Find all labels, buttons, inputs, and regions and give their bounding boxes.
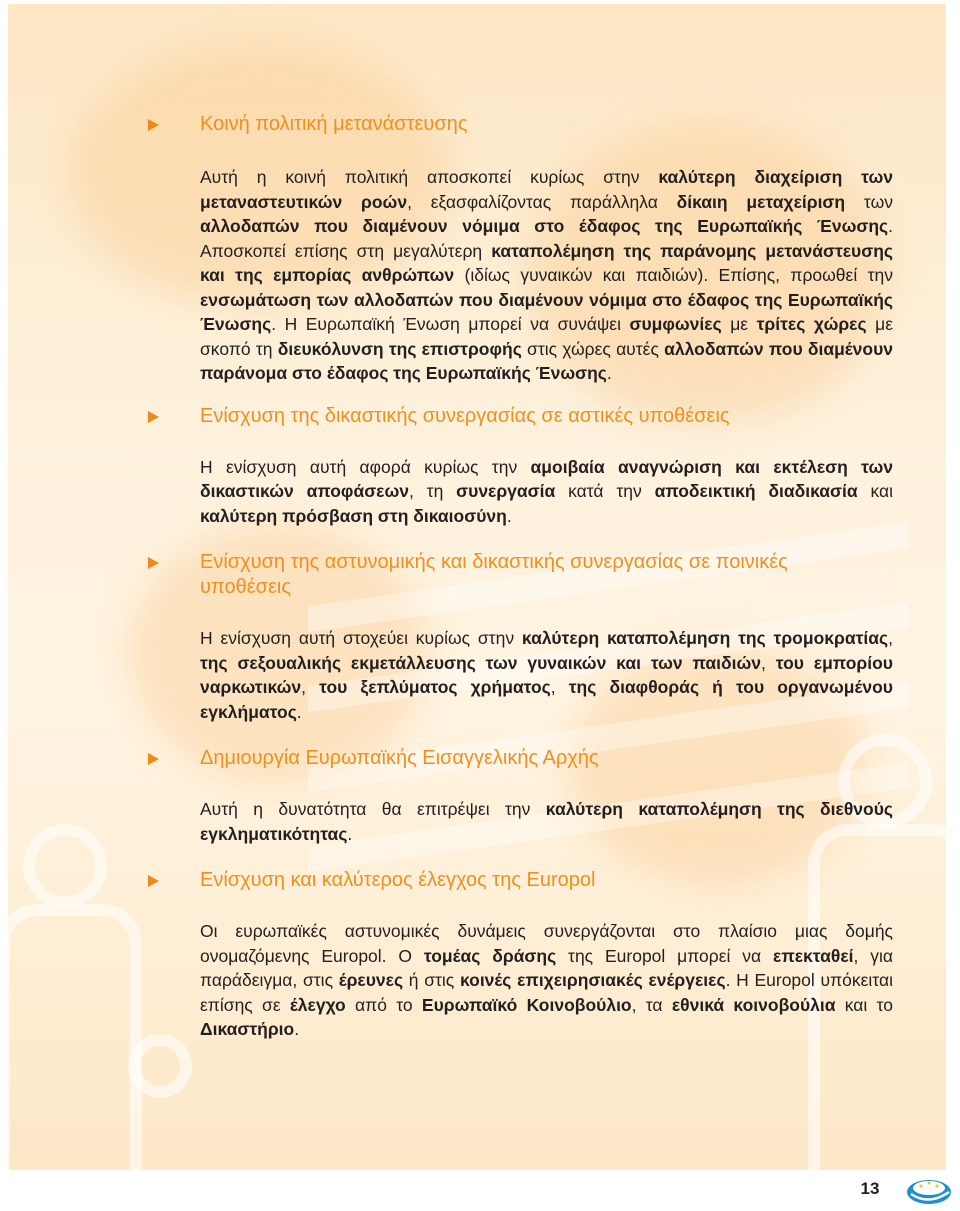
bullet-triangle-icon <box>148 411 159 423</box>
emphasis-text: συνεργασία <box>456 481 556 501</box>
body-text: Οι ευρωπαϊκές αστυνομικές δυνάμεις συνεργάζονται στο πλαίσιο μιας δομής ονομαζόμενης Europol. Ο <box>200 921 893 966</box>
emphasis-text: καλύτερη διαχείριση των μεταναστευτικών ροών <box>200 167 894 212</box>
emphasis-text: δίκαιη μεταχείριση <box>676 191 846 212</box>
emphasis-text: κοινές επιχειρησιακές ενέργειες <box>459 970 726 990</box>
body-text: και το <box>835 994 893 1015</box>
body-text: , <box>550 677 569 697</box>
body-text: . Η Ευρωπαϊκή Ένωση μπορεί να συνάψει <box>271 314 630 334</box>
content <box>148 112 893 1042</box>
body-text: στις χώρες αυτές <box>521 338 665 359</box>
body-text: . <box>506 505 512 526</box>
body-text: κατά την <box>555 481 655 501</box>
body-text: . <box>606 363 612 383</box>
emphasis-text: Ευρωπαϊκό Κοινοβούλιο <box>421 994 632 1015</box>
body-text: . Η Europol υπόκειται επίσης σε <box>200 970 893 1015</box>
bullet-triangle-icon <box>148 753 159 765</box>
page-number: 13 <box>842 1170 898 1208</box>
emphasis-text: επεκταθεί <box>773 945 854 966</box>
emphasis-text: καλύτερη πρόσβαση στη δικαιοσύνη <box>200 505 507 526</box>
body-text: της Europol μπορεί να <box>556 945 774 966</box>
emphasis-text: τρίτες χώρες <box>756 314 867 334</box>
body-text: Αυτή η κοινή πολιτική αποσκοπεί κυρίως στην <box>200 167 659 187</box>
body-text: , <box>761 652 776 673</box>
emphasis-text: καλύτερη καταπολέμηση της διεθνούς εγκληματικότητας <box>200 799 893 844</box>
emphasis-text: αλλοδαπών που διαμένουν παράνομα στο έδαφος της Ευρωπαϊκής Ένωσης <box>200 338 894 383</box>
section-body <box>200 455 893 529</box>
section <box>148 746 893 846</box>
eu-logo-icon <box>903 1172 955 1208</box>
body-text: με σκοπό τη <box>200 314 893 359</box>
emphasis-text: καλύτερη καταπολέμηση της τρομοκρατίας <box>521 628 889 648</box>
body-text: , <box>888 628 894 648</box>
body-text: , τα <box>631 994 672 1015</box>
emphasis-text: ενσωμάτωση των αλλοδαπών που διαμένουν νόμιμα στο έδαφος της Ευρωπαϊκής Ένωσης <box>200 289 893 334</box>
emphasis-text: τομέας δράσης <box>423 945 557 966</box>
body-text: Η ενίσχυση αυτή στοχεύει κυρίως στην <box>200 628 522 648</box>
emphasis-text: της διαφθοράς ή του οργανωμένου εγκλήματος <box>200 677 893 722</box>
section-body <box>200 919 893 1042</box>
body-text: , τη <box>409 481 457 501</box>
body-text: από το <box>345 994 422 1015</box>
emphasis-text: αλλοδαπών που διαμένουν νόμιμα στο έδαφος της Ευρωπαϊκής Ένωσης <box>200 216 889 236</box>
section-body <box>200 797 893 846</box>
emphasis-text: του εμπορίου ναρκωτικών <box>200 652 893 697</box>
body-text: (ιδίως γυναικών και παιδιών). Επίσης, προωθεί την <box>454 265 893 285</box>
body-text: . Αποσκοπεί επίσης στη μεγαλύτερη <box>200 216 893 261</box>
section <box>148 404 893 529</box>
body-text: των <box>845 191 893 212</box>
section-heading: Ενίσχυση της αστυνομικής και δικαστικής συνεργασίας σε ποινικές υποθέσεις <box>200 551 788 598</box>
emphasis-text: έλεγχο <box>289 994 346 1015</box>
emphasis-text: του ξεπλύματος χρήματος <box>319 677 551 697</box>
emphasis-text: καταπολέμηση της παράνομης μετανάστευσης και της εμπορίας ανθρώπων <box>200 240 894 285</box>
body-text: . <box>294 1019 300 1039</box>
section-body <box>200 165 893 386</box>
emphasis-text: διευκόλυνση της επιστροφής <box>277 338 522 359</box>
body-text: . <box>347 823 353 844</box>
section <box>148 550 893 724</box>
emphasis-text: συμφωνίες <box>629 314 722 334</box>
body-text: , για παράδειγμα, στις <box>200 945 893 990</box>
body-text: Αυτή η δυνατότητα θα επιτρέψει την <box>200 799 546 819</box>
section-heading: Ενίσχυση και καλύτερος έλεγχος της Europol <box>200 869 596 891</box>
emphasis-text: αμοιβαία αναγνώριση και εκτέλεση των δικαστικών αποφάσεων <box>200 456 893 501</box>
bullet-triangle-icon <box>148 557 159 569</box>
emphasis-text: έρευνες <box>338 970 404 990</box>
body-text: με <box>721 314 757 334</box>
body-text: Η ενίσχυση αυτή αφορά κυρίως την <box>200 456 531 477</box>
emphasis-text: αποδεικτική διαδικασία <box>654 481 858 501</box>
body-text: . <box>296 701 302 722</box>
section-heading: Κοινή πολιτική μετανάστευσης <box>200 113 468 135</box>
bullet-triangle-icon <box>148 119 159 131</box>
section <box>148 868 893 1042</box>
section-heading: Ενίσχυση της δικαστικής συνεργασίας σε αστικές υποθέσεις <box>200 404 730 427</box>
section-body <box>200 626 893 724</box>
section <box>148 112 893 386</box>
figure-icon <box>23 824 107 908</box>
emphasis-text: Δικαστήριο <box>200 1019 295 1039</box>
body-text: ή στις <box>403 970 460 990</box>
bullet-triangle-icon <box>148 875 159 887</box>
body-text: , εξασφαλίζοντας παράλληλα <box>407 191 677 212</box>
emphasis-text: της σεξουαλικής εκμετάλλευσης των γυναικών και των παιδιών <box>200 652 762 673</box>
section-heading: Δημιουργία Ευρωπαϊκής Εισαγγελικής Αρχής <box>200 747 599 769</box>
body-text: , <box>301 677 320 697</box>
emphasis-text: εθνικά κοινοβούλια <box>671 994 836 1015</box>
body-text: και <box>857 481 894 501</box>
